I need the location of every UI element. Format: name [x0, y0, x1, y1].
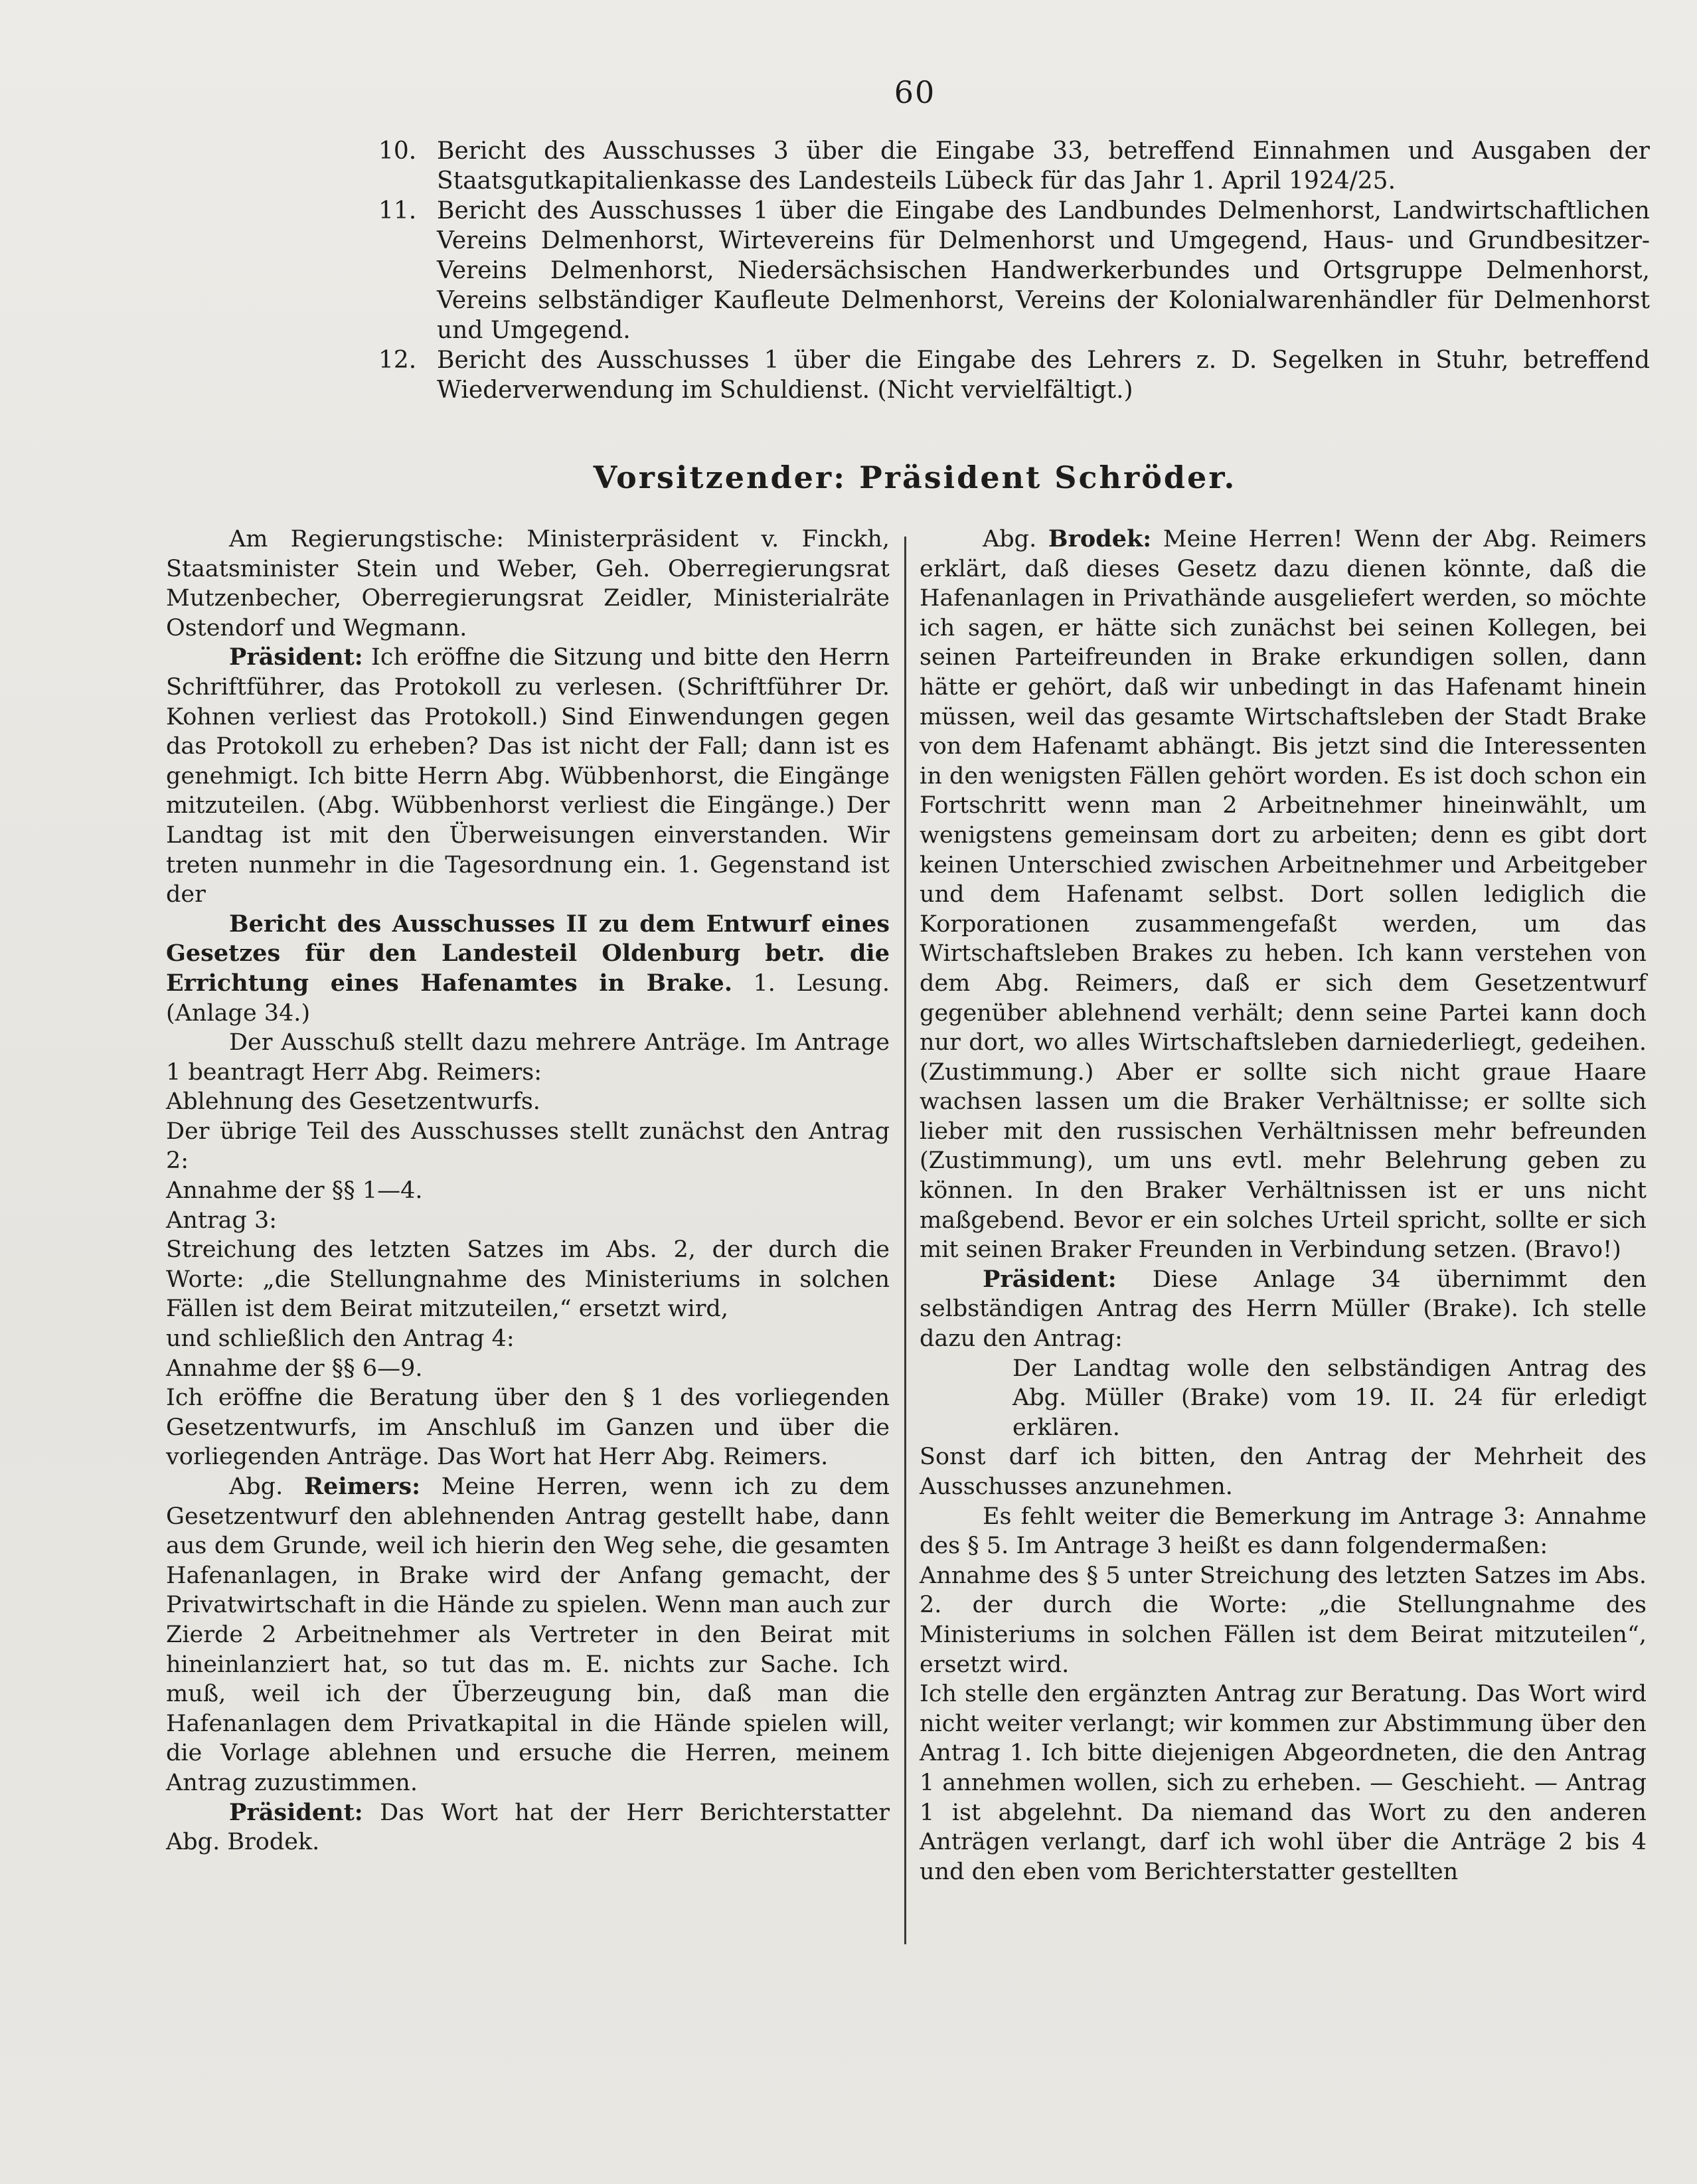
agenda-text: Bericht des Ausschusses 3 über die Eingabe 33, betreffend Einnahmen und Ausgaben der Staatsgutkapitalienkasse des Landesteils Lübeck für das Jahr 1. April 1924/25.	[437, 137, 1650, 195]
speech-paragraph: Sonst darf ich bitten, den Antrag der Mehrheit des Ausschusses anzunehmen.	[920, 1444, 1647, 1500]
motion-text: Annahme der §§ 1—4.	[166, 1177, 423, 1205]
page-number: 60	[894, 74, 936, 110]
speech-paragraph	[166, 1472, 890, 1798]
agenda-item	[378, 345, 1650, 405]
speech-paragraph: Der Ausschuß stellt dazu mehrere Anträge. Im Antrage 1 beantragt Herr Abg. Reimers:	[166, 1029, 890, 1086]
speaker-name: Brodek:	[1048, 525, 1152, 552]
speaker-prefix: Abg.	[983, 526, 1048, 552]
agenda-number: 11.	[378, 197, 417, 224]
speech-text: Meine Herren! Wenn der Abg. Reimers erklärt, daß dieses Gesetz dazu dienen könnte, daß die Hafenanlagen in Privathände ausgeliefert werden, so möchte ich sagen, er hätte sich zunächst bei seinen Kollegen, bei seinen Parteifreunden in Brake erkundigen sollen, dann hätte er gehört, daß wir unbedingt in das Hafenamt hinein müssen, weil das gesamte Wirtschaftsleben der Stadt Brake von dem Hafenamt abhängt. Bis jetzt sind die Interessenten in den wenigsten Fällen gehört worden. Es ist doch schon ein Fortschritt wenn man 2 Arbeitnehmer hineinwählt, um wenigstens gemeinsam dort zu arbeiten; denn es gibt dort keinen Unterschied zwischen Arbeitnehmer und Arbeitgeber und dem Hafenamt selbst. Dort sollen lediglich die Korporationen zusammengefaßt werden, um das Wirtschaftsleben Brakes zu heben. Ich kann verstehen von dem Abg. Reimers, daß er sich dem Gesetzentwurf gegenüber ablehnend verhält; denn seine Partei kann doch nur dort, wo alles Wirtschaftsleben darniederliegt, gedeihen. (Zustimmung.) Aber er sollte sich nicht graue Haare wachsen lassen um die Braker Verhältnisse; er sollte sich lieber mit den russischen Verhältnissen mehr befreunden (Zustimmung), um uns evtl. mehr Belehrung geben zu können. In den Braker Verhältnissen ist er uns nicht maßgebend. Bevor er ein solches Urteil spricht, sollte er sich mit seinen Braker Freunden in Verbindung setzen. (Bravo!)	[920, 526, 1647, 1264]
speech-paragraph: Ich stelle den ergänzten Antrag zur Beratung. Das Wort wird nicht weiter verlangt; wir kommen zur Abstimmung über den Antrag 1. Ich bitte diejenigen Abgeordneten, die den Antrag 1 annehmen wollen, sich zu erheben. — Geschieht. — Antrag 1 ist abgelehnt. Da niemand das Wort zu den anderen Anträgen verlangt, darf ich wohl über die Anträge 2 bis 4 und den eben vom Berichterstatter gestellten	[920, 1681, 1647, 1885]
left-column	[166, 525, 890, 1857]
speech-paragraph	[166, 1798, 890, 1857]
speech-text: Diese Anlage 34 übernimmt den selbständigen Antrag des Herrn Müller (Brake). Ich stelle dazu den Antrag:	[920, 1266, 1647, 1353]
speech-paragraph: Antrag 3:	[166, 1207, 278, 1234]
government-bench: Am Regierungstische: Ministerpräsident v. Finckh, Staatsminister Stein und Weber, Geh. Oberregierungsrat Mutzenbecher, Oberregierungsrat Zeidler, Ministerialräte Ostendorf und Wegmann.	[166, 526, 890, 641]
speaker-name: Präsident:	[229, 1798, 363, 1826]
speech-paragraph: Der übrige Teil des Ausschusses stellt zunächst den Antrag 2:	[166, 1118, 890, 1175]
agenda-subject	[166, 910, 890, 1028]
right-column	[920, 525, 1647, 1887]
motion-text: Annahme des § 5 unter Streichung des letzten Satzes im Abs. 2. der durch die Worte: „die Stellungnahme des Ministeriums in solchen Fällen ist dem Beirat mitzuteilen“, ersetzt wird.	[920, 1562, 1647, 1678]
agenda-list	[378, 136, 1650, 405]
motion-text: Annahme der §§ 6—9.	[166, 1355, 423, 1382]
speaker-prefix: Abg.	[229, 1473, 304, 1500]
speaker-name: Präsident:	[229, 643, 363, 671]
speech-text: Das Wort hat der Herr Berichterstatter Abg. Brodek.	[166, 1799, 890, 1856]
agenda-item	[378, 136, 1650, 196]
speech-paragraph	[920, 1265, 1647, 1354]
agenda-number: 12.	[378, 347, 417, 374]
speaker-name: Reimers:	[303, 1473, 420, 1500]
speech-text: Ich eröffne die Sitzung und bitte den Herrn Schriftführer, das Protokoll zu verlesen. (Schriftführer Dr. Kohnen verliest das Protokoll.) Sind Einwendungen gegen das Protokoll zu erheben? Das ist nicht der Fall; dann ist es genehmigt. Ich bitte Herrn Abg. Wübbenhorst, die Eingänge mitzuteilen. (Abg. Wübbenhorst verliest die Eingänge.) Der Landtag ist mit den Überweisungen einverstanden. Wir treten nunmehr in die Tagesordnung ein. 1. Gegenstand ist der	[166, 644, 890, 908]
speech-paragraph	[920, 525, 1647, 1265]
speech-paragraph: Es fehlt weiter die Bemerkung im Antrage 3: Annahme des § 5. Im Antrage 3 heißt es dann folgendermaßen:	[920, 1503, 1647, 1560]
agenda-text: Bericht des Ausschusses 1 über die Eingabe des Lehrers z. D. Segelken in Stuhr, betreffend Wiederverwendung im Schuldienst. (Nicht vervielfältigt.)	[437, 347, 1650, 404]
speech-paragraph	[166, 643, 890, 909]
motion-text: Ablehnung des Gesetzentwurfs.	[166, 1088, 540, 1116]
agenda-item	[378, 196, 1650, 345]
motion-text: Streichung des letzten Satzes im Abs. 2, der durch die Worte: „die Stellungnahme des Ministeriums in solchen Fällen ist dem Beirat mitzuteilen,“ ersetzt wird,	[166, 1236, 890, 1323]
speech-text: Meine Herren, wenn ich zu dem Gesetzentwurf den ablehnenden Antrag gestellt habe, dann aus dem Grunde, weil ich hierin den Weg sehe, die gesamten Hafenanlagen, in Brake wird der Anfang gemacht, der Privatwirtschaft in die Hände zu spielen. Wenn man auch zur Zierde 2 Arbeitnehmer als Vertreter in den Beirat mit hineinlanziert hat, so tut das m. E. nichts zur Sache. Ich muß, weil ich der Überzeugung bin, daß man die Hafenanlagen dem Privatkapital in die Hände spielen will, die Vorlage ablehnen und ersuche die Herren, meinem Antrag zuzustimmen.	[166, 1473, 890, 1796]
column-divider	[904, 537, 906, 1944]
speaker-name: Präsident:	[983, 1265, 1117, 1293]
speech-paragraph: Ich eröffne die Beratung über den § 1 des vorliegenden Gesetzentwurfs, im Anschluß im Ganzen und über die vorliegenden Anträge. Das Wort hat Herr Abg. Reimers.	[166, 1385, 890, 1471]
chair-heading: Vorsitzender: Präsident Schröder.	[593, 460, 1237, 495]
subject-note: 1. Lesung. (Anlage 34.)	[166, 969, 890, 1027]
speech-paragraph: und schließlich den Antrag 4:	[166, 1325, 515, 1353]
subject-title: Bericht des Ausschusses II zu dem Entwurf eines Gesetzes für den Landesteil Oldenburg betr. die Errichtung eines Hafenamtes in Brake.	[166, 910, 890, 997]
agenda-text: Bericht des Ausschusses 1 über die Eingabe des Landbundes Delmenhorst, Landwirtschaftlichen Vereins Delmenhorst, Wirtevereins für Delmenhorst und Umgegend, Haus- und Grundbesitzer-Vereins Delmenhorst, Niedersächsischen Handwerkerbundes und Ortsgruppe Delmenhorst, Vereins selbständiger Kaufleute Delmenhorst, Vereins der Kolonialwarenhändler für Delmenhorst und Umgegend.	[437, 197, 1650, 344]
motion-text: Der Landtag wolle den selbständigen Antrag des Abg. Müller (Brake) vom 19. II. 24 für erledigt erklären.	[1012, 1355, 1647, 1441]
agenda-number: 10.	[378, 137, 417, 165]
